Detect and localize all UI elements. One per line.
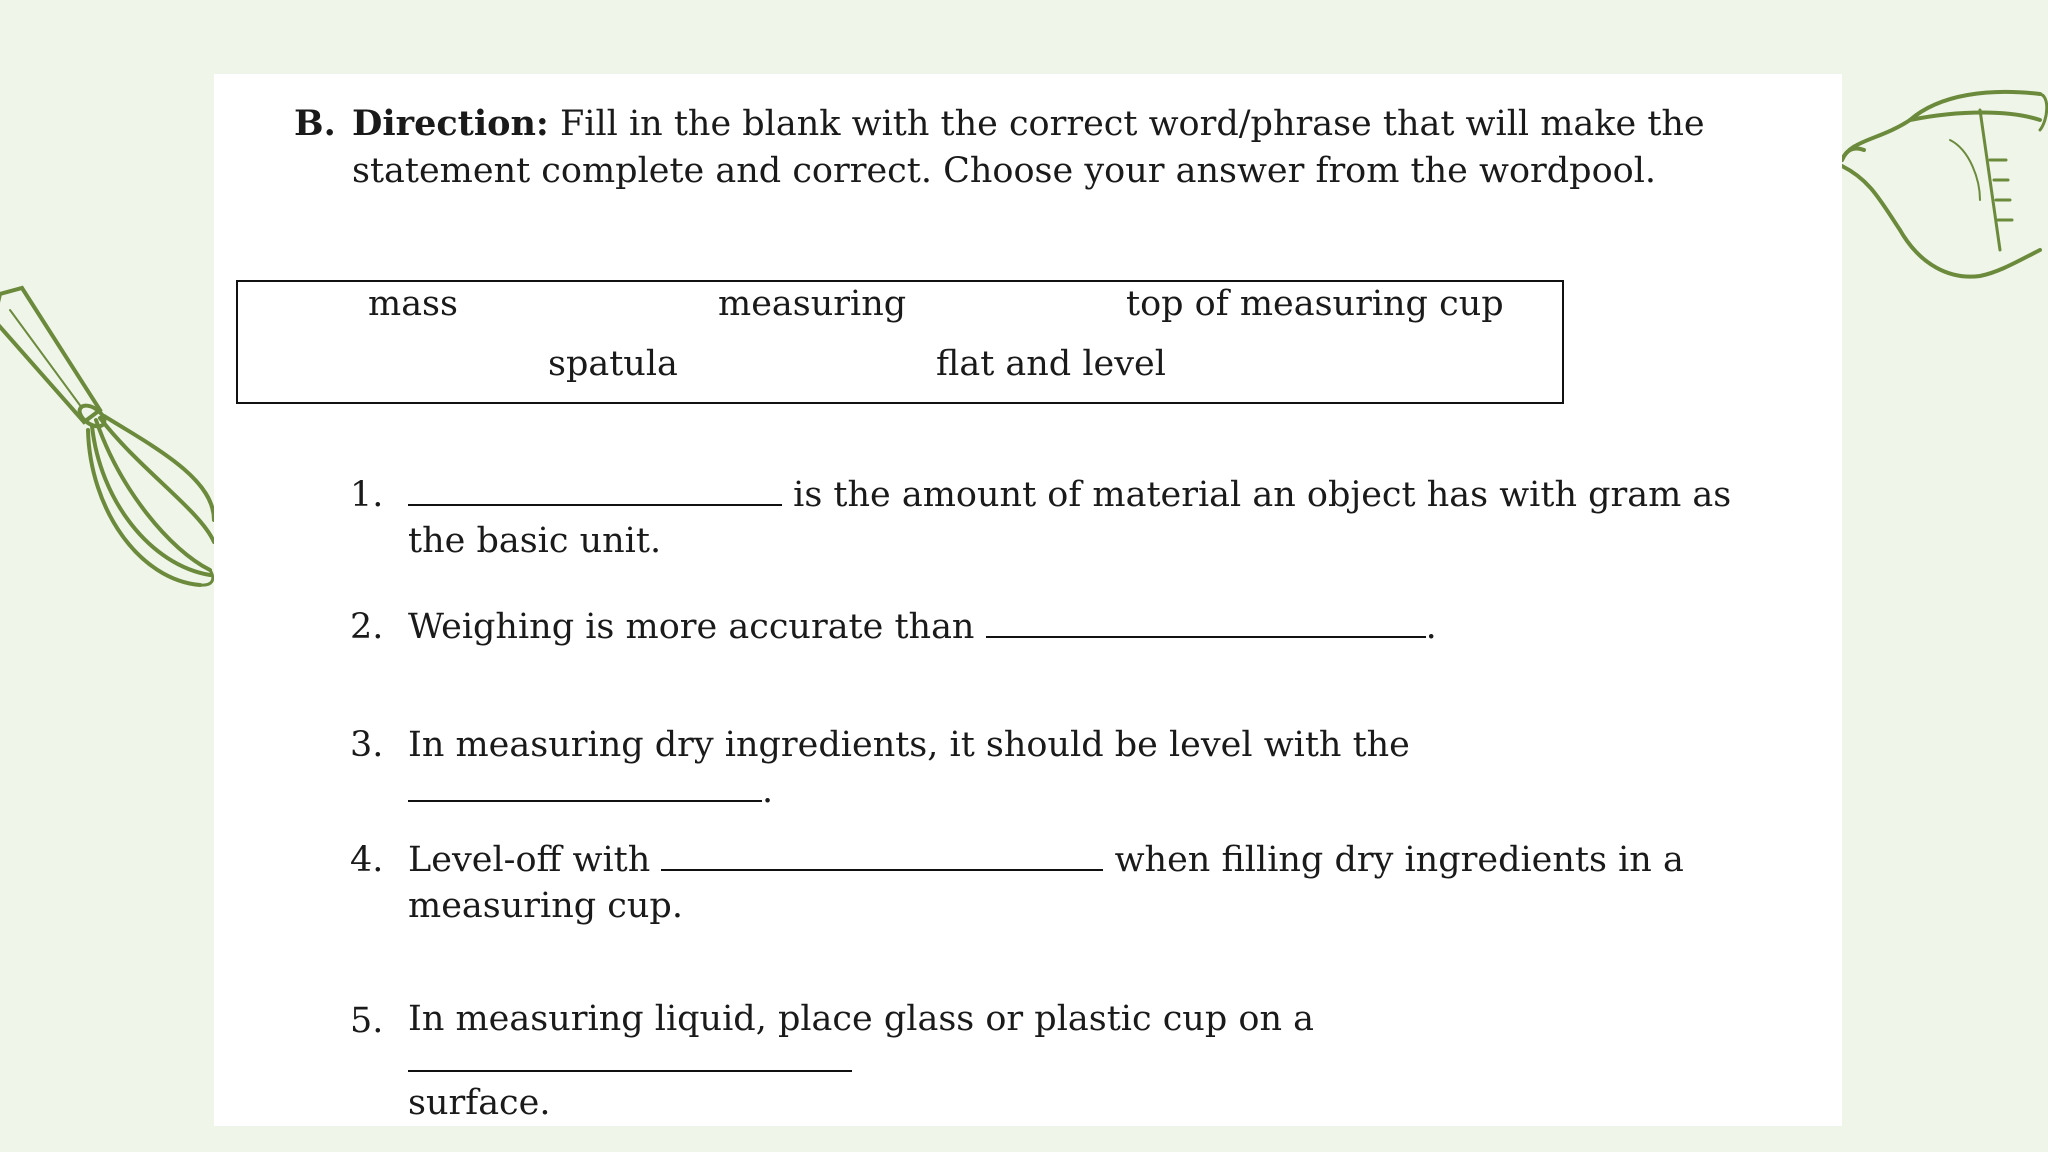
question-item xyxy=(350,837,1734,929)
direction-text-line2: statement complete and correct. Choose your answer from the wordpool. xyxy=(352,151,1657,191)
question-text: In measuring liquid, place glass or plastic cup on a xyxy=(408,999,1314,1039)
question-text: Level-off with xyxy=(408,840,651,880)
answer-blank[interactable] xyxy=(408,1040,852,1072)
question-number: 4. xyxy=(350,840,384,880)
whisk-illustration xyxy=(0,280,220,600)
question-text-continued: measuring cup. xyxy=(408,886,683,926)
wordpool-word: mass xyxy=(368,284,458,324)
wordpool-word: measuring xyxy=(718,284,907,324)
direction-label: Direction: xyxy=(352,103,549,144)
wordpool-box xyxy=(236,280,1564,404)
question-text-end: when filling dry ingredients in a xyxy=(1114,840,1684,880)
question-text-continued: surface. xyxy=(408,1083,551,1123)
answer-blank[interactable] xyxy=(408,770,762,802)
wordpool-word: flat and level xyxy=(936,344,1166,384)
question-number: 1. xyxy=(350,475,384,515)
answer-blank[interactable] xyxy=(408,474,782,506)
question-item xyxy=(350,722,1734,814)
answer-blank[interactable] xyxy=(986,606,1426,638)
answer-blank[interactable] xyxy=(661,839,1103,871)
question-text: In measuring dry ingredients, it should be level with the xyxy=(408,725,1410,765)
question-text-end: . xyxy=(1425,607,1437,647)
question-text: Weighing is more accurate than xyxy=(408,607,975,647)
question-item xyxy=(350,604,1734,650)
question-text-continued: the basic unit. xyxy=(408,521,662,561)
measuring-cup-illustration xyxy=(1840,80,2048,290)
worksheet-slide xyxy=(214,74,1842,1126)
question-text-end: . xyxy=(762,771,774,811)
wordpool-word: top of measuring cup xyxy=(1126,284,1504,324)
wordpool-word: spatula xyxy=(548,344,678,384)
question-number: 5. xyxy=(350,1001,384,1041)
question-number: 2. xyxy=(350,607,384,647)
question-number: 3. xyxy=(350,725,384,765)
direction-text-line1: Fill in the blank with the correct word/phrase that will make the xyxy=(559,104,1705,144)
direction-paragraph xyxy=(294,100,1734,195)
question-item xyxy=(350,998,1734,1124)
question-item xyxy=(350,472,1734,564)
section-letter: B. xyxy=(294,103,336,144)
question-text: is the amount of material an object has with gram as xyxy=(793,475,1732,515)
